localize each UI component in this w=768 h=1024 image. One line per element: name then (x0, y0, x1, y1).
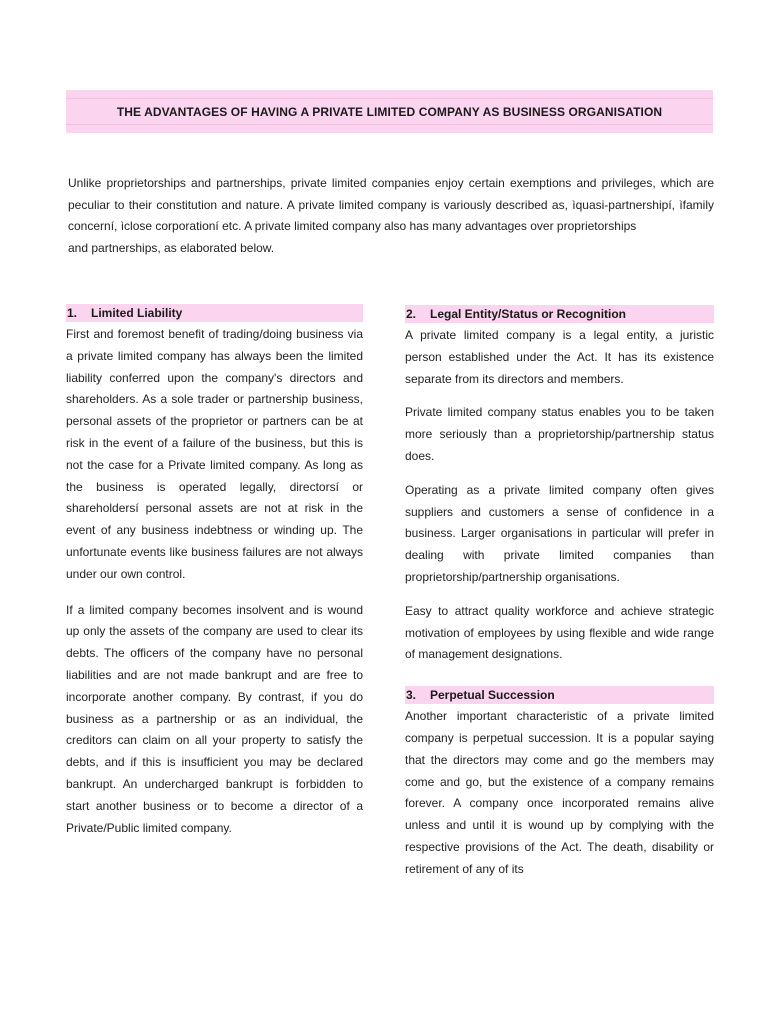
left-column (66, 304, 363, 853)
paragraph: A private limited company is a legal entity, a juristic person established under the Act. It has its existence separate from its directors and members. (405, 328, 714, 386)
intro-last-line: and partnerships, as elaborated below. (68, 240, 275, 255)
section-title: Perpetual Succession (430, 688, 555, 703)
section-number: 3. (406, 688, 417, 703)
paragraph: Easy to attract quality workforce and achieve strategic motivation of employees by using flexible and wide range of management designations. (405, 603, 714, 662)
document-title: THE ADVANTAGES OF HAVING A PRIVATE LIMITED COMPANY AS BUSINESS ORGANISATION (116, 104, 663, 119)
paragraph: If a limited company becomes insolvent and is wound up only the assets of the company are used to clear its debts. The officers of the company have no personal liabilities and are not made bankrupt and are free to incorporate another company. By contrast, if you do business as a partnership or as an individual, the creditors can claim on all your property to satisfy the debts, and if this is insufficient you may be declared bankrupt. An undercharged bankrupt is forbidden to start another business or to become a director of a Private/Public limited company. (66, 602, 363, 835)
section-heading-limited-liability (66, 304, 363, 322)
paragraph: Another important characteristic of a private limited company is perpetual succession. It is a popular saying that the directors may come and go the members may come and go, but the existence of a company remains forever. A company once incorporated remains alive unless and until it is wound up by complying with the respective provisions of the Act. The death, disability or retirement of any of its (405, 709, 714, 876)
section-title: Limited Liability (91, 306, 183, 320)
intro-paragraph (68, 173, 714, 259)
section-title: Legal Entity/Status or Recognition (430, 307, 627, 321)
section-heading-perpetual-succession (405, 686, 714, 704)
paragraph: Private limited company status enables you to be taken more seriously than a proprietorship/partnership status does. (405, 405, 714, 463)
paragraph: Operating as a private limited company often gives suppliers and customers a sense of confidence in a business. Larger organisations in particular will prefer in dealing with private limited companies than proprietorship/partnership organisations. (405, 482, 714, 584)
right-column (405, 305, 714, 895)
section-heading-legal-entity (405, 305, 714, 323)
paragraph: First and foremost benefit of trading/doing business via a private limited company has always been the limited liability conferred upon the company's directors and shareholders. As a sole trader or partnership business, personal assets of the proprietor or partners can be at risk in the event of a failure of the business, but this is not the case for a Private limited company. As long as the business is operated legally, directorsí or shareholdersí personal assets are not at risk in the event of any business indebtness or winding up. The unfortunate events like business failures are not always under our own control. (66, 327, 363, 581)
title-banner (66, 90, 713, 133)
section-number: 2. (406, 307, 417, 321)
section-number: 1. (67, 306, 78, 320)
intro-body: Unlike proprietorships and partnerships, private limited companies enjoy certain exemptions and privileges, which are peculiar to their constitution and nature. A private limited company is variously described as, ìquasi-partnershipí, ìfamily concerní, ìclose corporationí etc. A private limited company also has many advantages over proprietorships (68, 176, 714, 234)
